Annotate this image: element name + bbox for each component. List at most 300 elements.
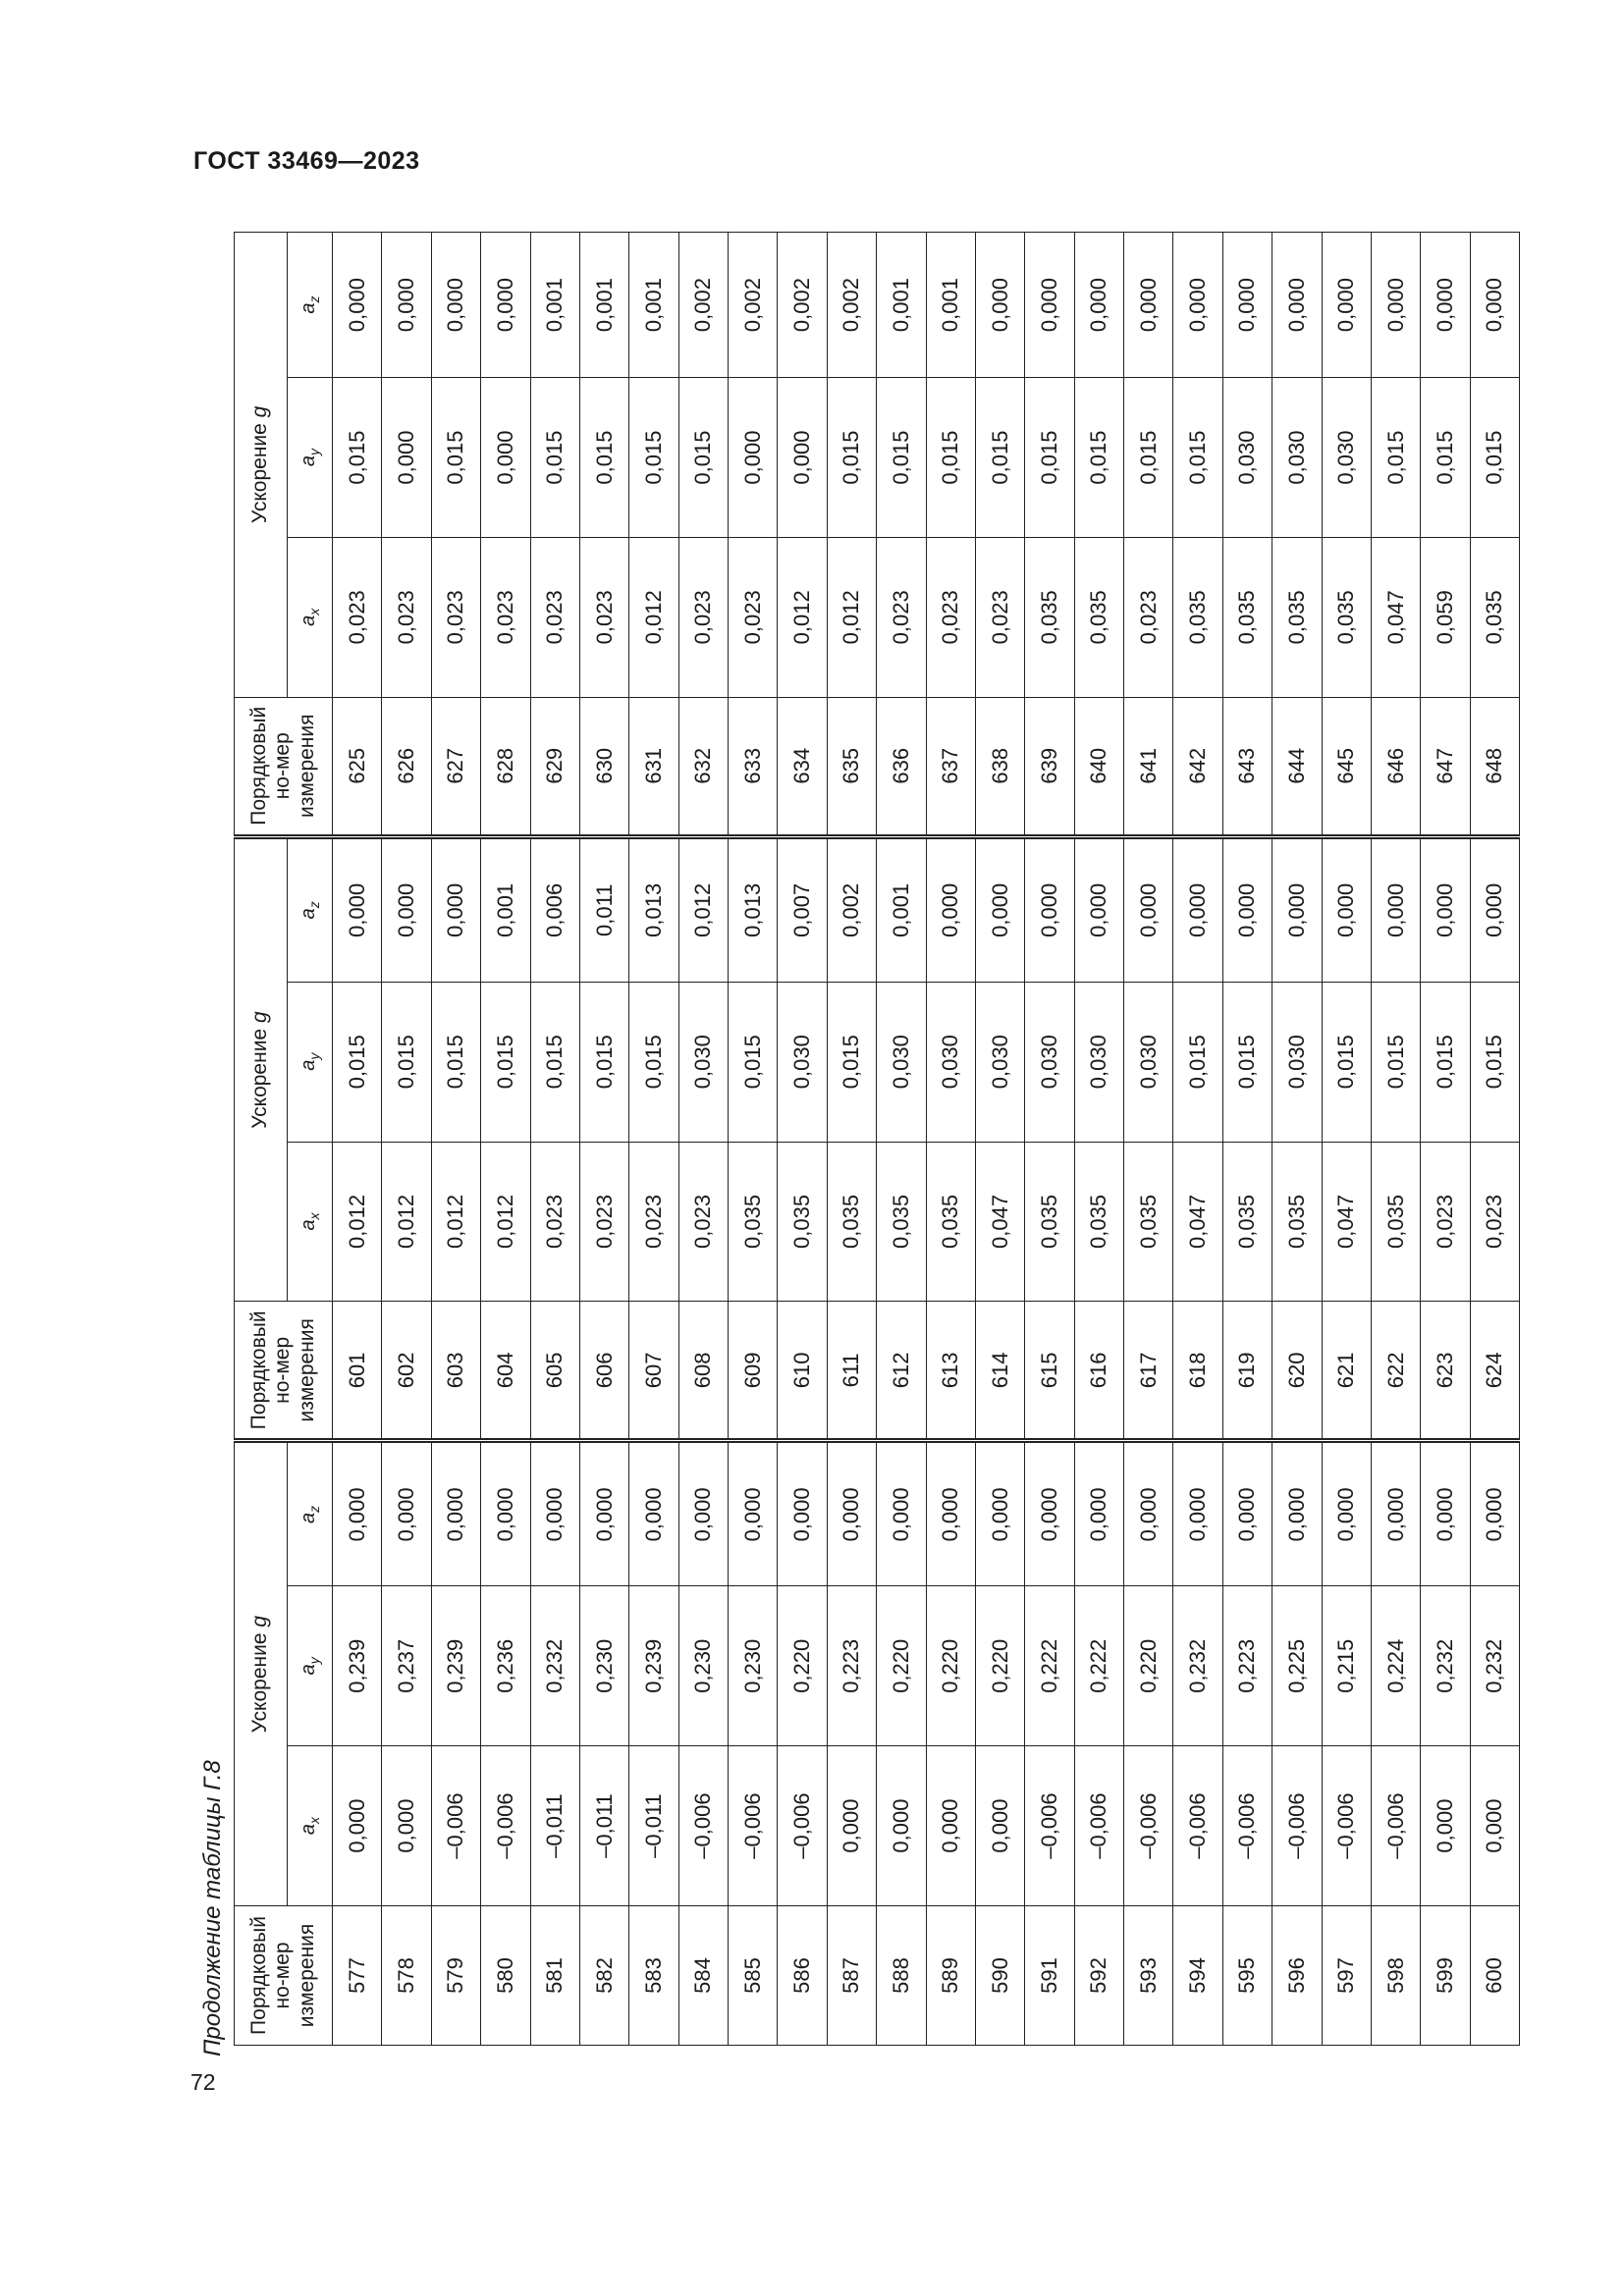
table-row — [1025, 233, 1074, 2046]
table-cell: 0,000 — [1025, 836, 1074, 982]
table-cell: 0,023 — [877, 537, 926, 697]
table-cell: 589 — [926, 1905, 975, 2045]
table-cell: 622 — [1371, 1302, 1420, 1441]
table-cell: 0,000 — [1272, 233, 1322, 378]
table-cell: 616 — [1074, 1302, 1123, 1441]
table-cell: 0,015 — [579, 982, 628, 1142]
table-cell: 0,035 — [1222, 1142, 1272, 1302]
table-cell: 632 — [678, 697, 728, 836]
table-cell: 0,000 — [382, 233, 431, 378]
table-cell: 0,015 — [1371, 378, 1420, 538]
table-cell: –0,006 — [1074, 1746, 1123, 1906]
table-cell: 0,023 — [678, 537, 728, 697]
header-ax-base: a — [297, 614, 319, 626]
table-cell: 631 — [629, 697, 678, 836]
header-az-subscript: z — [305, 295, 322, 303]
table-cell: 0,023 — [926, 537, 975, 697]
table-cell: 593 — [1124, 1905, 1173, 2045]
table-cell: 0,000 — [1322, 233, 1371, 378]
table-cell: 0,015 — [1173, 982, 1222, 1142]
table-cell: 0,000 — [431, 836, 480, 982]
table-cell: 0,023 — [481, 537, 530, 697]
table-cell: –0,006 — [729, 1746, 778, 1906]
header-acceleration — [235, 1441, 288, 1906]
table-cell: 624 — [1470, 1302, 1519, 1441]
table-cell: 0,035 — [1371, 1142, 1420, 1302]
table-cell: 0,015 — [729, 982, 778, 1142]
table-cell: 0,000 — [431, 1441, 480, 1586]
table-row — [926, 233, 975, 2046]
table-cell: 0,001 — [926, 233, 975, 378]
table-cell: 623 — [1421, 1302, 1470, 1441]
table-cell: 0,023 — [1470, 1142, 1519, 1302]
table-cell: 0,015 — [975, 378, 1024, 538]
header-acceleration-label: Ускорение — [248, 1028, 272, 1129]
table-cell: 0,000 — [1074, 233, 1123, 378]
table-cell: 635 — [827, 697, 876, 836]
table-cell: 0,059 — [1421, 537, 1470, 697]
table-cell: 0,012 — [778, 537, 827, 697]
table-cell: 0,047 — [1173, 1142, 1222, 1302]
table-cell: 0,000 — [1322, 836, 1371, 982]
table-cell: 0,000 — [1421, 1746, 1470, 1906]
table-cell: 0,000 — [975, 1746, 1024, 1906]
table-cell: 0,000 — [1173, 1441, 1222, 1586]
table-cell: 0,006 — [530, 836, 579, 982]
table-cell: 0,000 — [778, 378, 827, 538]
table-cell: 0,002 — [729, 233, 778, 378]
table-cell: 642 — [1173, 697, 1222, 836]
table-cell: 621 — [1322, 1302, 1371, 1441]
header-ay — [288, 1586, 333, 1746]
table-cell: 0,000 — [926, 1746, 975, 1906]
table-cell: 0,023 — [431, 537, 480, 697]
table-cell: 641 — [1124, 697, 1173, 836]
table-cell: 0,223 — [1222, 1586, 1272, 1746]
table-cell: 0,000 — [1222, 836, 1272, 982]
table-cell: 0,035 — [1124, 1142, 1173, 1302]
header-ay-base: a — [297, 454, 319, 467]
table-cell: 619 — [1222, 1302, 1272, 1441]
table-cell: 0,047 — [975, 1142, 1024, 1302]
table-cell: 0,000 — [1173, 836, 1222, 982]
table-cell: 0,035 — [1025, 1142, 1074, 1302]
table-cell: 0,015 — [1421, 378, 1470, 538]
table-cell: 0,232 — [1470, 1586, 1519, 1746]
table-cell: 0,000 — [1421, 233, 1470, 378]
table-cell: 587 — [827, 1905, 876, 2045]
table-cell: 0,015 — [1025, 378, 1074, 538]
table-cell: 0,222 — [1025, 1586, 1074, 1746]
table-cell: 0,012 — [678, 836, 728, 982]
table-cell: 0,035 — [1074, 1142, 1123, 1302]
table-cell: 594 — [1173, 1905, 1222, 2045]
table-cell: 602 — [382, 1302, 431, 1441]
table-cell: 604 — [481, 1302, 530, 1441]
table-cell: 630 — [579, 697, 628, 836]
table-cell: 0,015 — [1371, 982, 1420, 1142]
table-cell: 0,000 — [877, 1441, 926, 1586]
table-cell: 640 — [1074, 697, 1123, 836]
table-cell: –0,006 — [1173, 1746, 1222, 1906]
table-cell: 0,023 — [975, 537, 1024, 697]
table-row — [431, 233, 480, 2046]
table-cell: 0,030 — [678, 982, 728, 1142]
table-cell: 0,000 — [1322, 1441, 1371, 1586]
table-cell: 0,030 — [1074, 982, 1123, 1142]
table-cell: 0,000 — [1470, 1441, 1519, 1586]
table-cell: 0,001 — [579, 233, 628, 378]
table-cell: 0,232 — [1421, 1586, 1470, 1746]
table-cell: 646 — [1371, 697, 1420, 836]
table-cell: 0,001 — [877, 233, 926, 378]
table-cell: 598 — [1371, 1905, 1420, 2045]
table-cell: 645 — [1322, 697, 1371, 836]
table-cell: 582 — [579, 1905, 628, 2045]
table-cell: 0,015 — [333, 982, 382, 1142]
table-cell: 0,223 — [827, 1586, 876, 1746]
table-cell: 0,023 — [382, 537, 431, 697]
table-cell: 0,030 — [1124, 982, 1173, 1142]
table-cell: 0,000 — [333, 233, 382, 378]
table-row — [1421, 233, 1470, 2046]
table-cell: 0,023 — [579, 1142, 628, 1302]
table-cell: 614 — [975, 1302, 1024, 1441]
table-cell: 0,035 — [1222, 537, 1272, 697]
header-ay-base: a — [297, 1059, 319, 1071]
table-cell: 0,002 — [678, 233, 728, 378]
table-row — [678, 233, 728, 2046]
table-cell: 584 — [678, 1905, 728, 2045]
table-cell: 0,015 — [1222, 982, 1272, 1142]
table-cell: 601 — [333, 1302, 382, 1441]
table-cell: 0,000 — [530, 1441, 579, 1586]
table-cell: 0,000 — [1222, 233, 1272, 378]
table-cell: 0,230 — [678, 1586, 728, 1746]
document-id: ГОСТ 33469—2023 — [193, 147, 420, 175]
table-cell: 626 — [382, 697, 431, 836]
table-cell: 0,000 — [1272, 1441, 1322, 1586]
table-cell: 0,000 — [877, 1746, 926, 1906]
table-row — [729, 233, 778, 2046]
table-cell: 0,000 — [778, 1441, 827, 1586]
table-cell: 591 — [1025, 1905, 1074, 2045]
table-cell: 0,015 — [579, 378, 628, 538]
table-cell: 0,035 — [926, 1142, 975, 1302]
table-cell: 0,030 — [975, 982, 1024, 1142]
header-az — [288, 1441, 333, 1586]
table-cell: 588 — [877, 1905, 926, 2045]
table-cell: 0,011 — [579, 836, 628, 982]
table-cell: 590 — [975, 1905, 1024, 2045]
header-measurement-index: Порядковый но-мер измерения — [235, 1302, 333, 1441]
table-cell: 0,000 — [431, 233, 480, 378]
table-cell: 638 — [975, 697, 1024, 836]
header-ax-subscript: x — [305, 1212, 322, 1220]
table-cell: 0,000 — [333, 836, 382, 982]
table-cell: 0,035 — [1025, 537, 1074, 697]
table-cell: 580 — [481, 1905, 530, 2045]
table-cell: 0,015 — [827, 982, 876, 1142]
table-cell: 0,030 — [1272, 378, 1322, 538]
header-az — [288, 233, 333, 378]
table-cell: 629 — [530, 697, 579, 836]
table-cell: 634 — [778, 697, 827, 836]
table-cell: 0,001 — [481, 836, 530, 982]
table-cell: 636 — [877, 697, 926, 836]
header-az-subscript: z — [305, 1505, 322, 1513]
table-cell: 0,035 — [1173, 537, 1222, 697]
header-acceleration-symbol: g — [248, 405, 272, 418]
table-cell: 0,000 — [382, 836, 431, 982]
table-row — [778, 233, 827, 2046]
table-cell: 613 — [926, 1302, 975, 1441]
table-cell: 0,015 — [481, 982, 530, 1142]
rotated-table-container — [234, 232, 1520, 2046]
table-cell: 0,047 — [1371, 537, 1420, 697]
table-cell: 0,224 — [1371, 1586, 1420, 1746]
table-cell: 0,000 — [975, 233, 1024, 378]
header-measurement-index: Порядковый но-мер измерения — [235, 697, 333, 836]
table-cell: 0,000 — [333, 1441, 382, 1586]
table-cell: 618 — [1173, 1302, 1222, 1441]
header-ax — [288, 1746, 333, 1906]
table-cell: 0,230 — [729, 1586, 778, 1746]
header-az-base: a — [297, 1512, 319, 1523]
table-cell: 0,000 — [1074, 1441, 1123, 1586]
table-cell: 648 — [1470, 697, 1519, 836]
table-row — [1173, 233, 1222, 2046]
table-cell: 0,013 — [729, 836, 778, 982]
table-cell: 0,220 — [877, 1586, 926, 1746]
table-cell: 0,232 — [530, 1586, 579, 1746]
table-cell: 0,000 — [1470, 836, 1519, 982]
table-cell: 585 — [729, 1905, 778, 2045]
table-cell: 0,000 — [1173, 233, 1222, 378]
header-ax — [288, 1142, 333, 1302]
header-az — [288, 836, 333, 982]
table-cell: 0,013 — [629, 836, 678, 982]
header-ay — [288, 378, 333, 538]
table-cell: 0,015 — [629, 982, 678, 1142]
table-cell: 0,222 — [1074, 1586, 1123, 1746]
table-cell: 0,035 — [778, 1142, 827, 1302]
table-cell: 639 — [1025, 697, 1074, 836]
table-cell: 0,000 — [1124, 1441, 1173, 1586]
table-cell: 577 — [333, 1905, 382, 2045]
table-cell: 0,023 — [530, 1142, 579, 1302]
header-acceleration-label: Ускорение — [248, 423, 272, 524]
table-cell: 599 — [1421, 1905, 1470, 2045]
table-row — [1470, 233, 1519, 2046]
table-cell: 0,015 — [382, 982, 431, 1142]
table-cell: 597 — [1322, 1905, 1371, 2045]
table-cell: 0,015 — [678, 378, 728, 538]
table-cell: 0,007 — [778, 836, 827, 982]
table-cell: 0,012 — [431, 1142, 480, 1302]
table-cell: 0,000 — [678, 1441, 728, 1586]
table-cell: 0,000 — [729, 1441, 778, 1586]
table-cell: 615 — [1025, 1302, 1074, 1441]
table-cell: 0,000 — [1025, 1441, 1074, 1586]
table-cell: 0,000 — [481, 233, 530, 378]
table-cell: 596 — [1272, 1905, 1322, 2045]
table-cell: 0,012 — [382, 1142, 431, 1302]
table-cell: 0,015 — [1124, 378, 1173, 538]
table-row — [877, 233, 926, 2046]
table-cell: 0,215 — [1322, 1586, 1371, 1746]
table-cell: 0,015 — [1173, 378, 1222, 538]
table-cell: 0,239 — [431, 1586, 480, 1746]
table-cell: 0,030 — [1222, 378, 1272, 538]
header-ay-subscript: y — [305, 1052, 322, 1060]
table-cell: 0,236 — [481, 1586, 530, 1746]
table-cell: –0,006 — [1371, 1746, 1420, 1906]
table-cell: 607 — [629, 1302, 678, 1441]
header-ay-subscript: y — [305, 448, 322, 455]
table-cell: 0,015 — [1421, 982, 1470, 1142]
table-cell: 0,000 — [1124, 836, 1173, 982]
table-cell: –0,006 — [678, 1746, 728, 1906]
table-cell: –0,006 — [1222, 1746, 1272, 1906]
table-cell: 0,035 — [1272, 1142, 1322, 1302]
table-cell: 0,237 — [382, 1586, 431, 1746]
table-cell: 0,000 — [1470, 233, 1519, 378]
table-cell: 0,030 — [877, 982, 926, 1142]
table-cell: –0,006 — [481, 1746, 530, 1906]
header-ay-subscript: y — [305, 1657, 322, 1665]
table-cell: 0,000 — [926, 836, 975, 982]
table-cell: 0,000 — [1371, 233, 1420, 378]
table-cell: 0,015 — [827, 378, 876, 538]
table-cell: –0,006 — [1124, 1746, 1173, 1906]
table-cell: 0,012 — [481, 1142, 530, 1302]
table-cell: 644 — [1272, 697, 1322, 836]
table-cell: 620 — [1272, 1302, 1322, 1441]
header-acceleration — [235, 836, 288, 1302]
table-cell: 617 — [1124, 1302, 1173, 1441]
table-cell: 0,000 — [1124, 233, 1173, 378]
table-cell: 0,012 — [333, 1142, 382, 1302]
table-cell: 600 — [1470, 1905, 1519, 2045]
header-acceleration-label: Ускорение — [248, 1632, 272, 1734]
table-cell: 0,000 — [1025, 233, 1074, 378]
table-cell: –0,011 — [579, 1746, 628, 1906]
table-cell: 609 — [729, 1302, 778, 1441]
table-cell: 0,015 — [926, 378, 975, 538]
table-cell: 633 — [729, 697, 778, 836]
table-cell: 627 — [431, 697, 480, 836]
table-cell: 610 — [778, 1302, 827, 1441]
table-cell: 0,000 — [975, 836, 1024, 982]
header-measurement-index: Порядковый но-мер измерения — [235, 1905, 333, 2045]
table-cell: 0,001 — [877, 836, 926, 982]
table-cell: 0,220 — [975, 1586, 1024, 1746]
table-row — [629, 233, 678, 2046]
table-cell: 0,035 — [1470, 537, 1519, 697]
table-row — [1222, 233, 1272, 2046]
table-cell: 0,000 — [926, 1441, 975, 1586]
table-cell: 578 — [382, 1905, 431, 2045]
table-cell: 605 — [530, 1302, 579, 1441]
table-cell: 0,001 — [530, 233, 579, 378]
table-row — [975, 233, 1024, 2046]
table-row — [1124, 233, 1173, 2046]
header-ax-base: a — [297, 1823, 319, 1836]
table-cell: 0,220 — [778, 1586, 827, 1746]
table-cell: 0,015 — [1322, 982, 1371, 1142]
table-cell: 0,015 — [431, 378, 480, 538]
table-cell: 0,035 — [877, 1142, 926, 1302]
table-cell: 0,015 — [1470, 378, 1519, 538]
header-ax-base: a — [297, 1219, 319, 1231]
table-cell: 0,012 — [629, 537, 678, 697]
table-cell: 0,030 — [1025, 982, 1074, 1142]
table-cell: 0,015 — [1470, 982, 1519, 1142]
table-cell: 0,000 — [481, 1441, 530, 1586]
table-cell: 0,001 — [629, 233, 678, 378]
table-cell: 0,000 — [333, 1746, 382, 1906]
table-cell: –0,006 — [778, 1746, 827, 1906]
header-ax — [288, 537, 333, 697]
table-cell: 0,035 — [1074, 537, 1123, 697]
page-number: 72 — [190, 2069, 216, 2095]
table-cell: 0,030 — [1272, 982, 1322, 1142]
table-cell: 0,000 — [1222, 1441, 1272, 1586]
table-cell: 612 — [877, 1302, 926, 1441]
table-cell: 586 — [778, 1905, 827, 2045]
table-cell: 0,023 — [530, 537, 579, 697]
table-cell: 0,035 — [729, 1142, 778, 1302]
table-cell: 0,000 — [827, 1746, 876, 1906]
table-cell: –0,011 — [629, 1746, 678, 1906]
table-row — [1074, 233, 1123, 2046]
table-cell: 606 — [579, 1302, 628, 1441]
table-cell: 0,015 — [333, 378, 382, 538]
table-cell: 0,023 — [678, 1142, 728, 1302]
header-az-subscript: z — [305, 901, 322, 909]
table-cell: 0,239 — [333, 1586, 382, 1746]
table-row — [579, 233, 628, 2046]
table-row — [333, 233, 382, 2046]
table-cell: 0,002 — [778, 233, 827, 378]
table-cell: 647 — [1421, 697, 1470, 836]
header-ay — [288, 982, 333, 1142]
table-cell: 0,030 — [926, 982, 975, 1142]
table-cell: 611 — [827, 1302, 876, 1441]
table-row — [1322, 233, 1371, 2046]
table-cell: 0,015 — [431, 982, 480, 1142]
table-cell: 0,232 — [1173, 1586, 1222, 1746]
table-cell: 0,023 — [629, 1142, 678, 1302]
table-cell: 0,220 — [926, 1586, 975, 1746]
table-cell: 0,023 — [1124, 537, 1173, 697]
header-ax-subscript: x — [305, 1816, 322, 1824]
table-cell: 0,015 — [1074, 378, 1123, 538]
header-acceleration-symbol: g — [248, 1011, 272, 1024]
table-cell: 0,002 — [827, 233, 876, 378]
table-cell: 603 — [431, 1302, 480, 1441]
table-cell: –0,006 — [1322, 1746, 1371, 1906]
table-cell: 0,225 — [1272, 1586, 1322, 1746]
table-cell: 0,239 — [629, 1586, 678, 1746]
table-cell: –0,011 — [530, 1746, 579, 1906]
header-acceleration — [235, 233, 288, 698]
table-cell: 0,000 — [579, 1441, 628, 1586]
table-cell: 0,023 — [333, 537, 382, 697]
table-cell: 0,000 — [382, 378, 431, 538]
table-cell: 0,000 — [729, 378, 778, 538]
